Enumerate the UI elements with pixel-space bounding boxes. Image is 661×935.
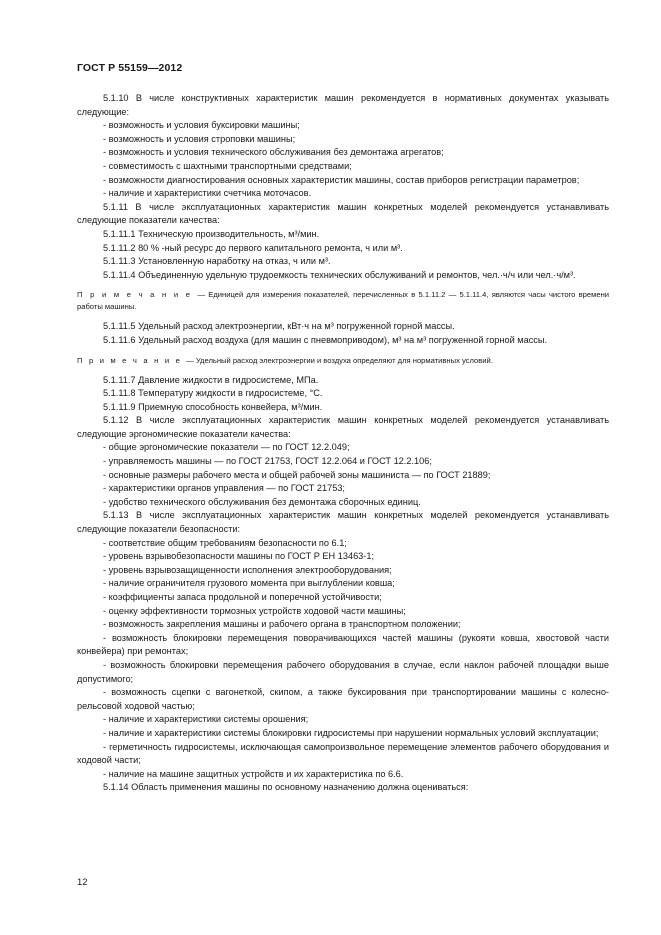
paragraph: 5.1.13 В числе эксплуатационных характеристик машин конкретных моделей рекомендуется устанавливать следующие показатели безопасности: — [77, 510, 609, 535]
list-item: - общие эргономические показатели — по ГОСТ 12.2.049; — [103, 442, 350, 453]
list-item: - возможность блокировки перемещения поворачивающихся частей машины (рукояти ковша, хвостовой части конвейера) при ремонтах; — [77, 632, 609, 657]
paragraph: 5.1.11.5 Удельный расход электроэнергии, кВт·ч на м³ погруженной горной массы. — [103, 321, 455, 332]
list-item: - уровень взрывозащищенности исполнения электрооборудования; — [103, 564, 392, 575]
paragraph: 5.1.11.9 Приемную способность конвейера, м³/мин. — [103, 401, 323, 412]
note-text: — Единицей для измерения показателей, перечисленных в 5.1.11.2 — 5.1.11.4, являются часы чистого времени работы машины. — [77, 290, 610, 312]
list-item: - возможность сцепки с вагонеткой, скипом, а также буксирования при транспортировании машины с колесно-рельсовой ходовой частью; — [77, 687, 609, 711]
list-item: - возможности диагностирования основных характеристик машины, состав приборов регистрации параметров; — [103, 174, 580, 185]
paragraph: 5.1.11.6 Удельный расход воздуха (для машин с пневмоприводом), м³ на м³ погруженной горной массы. — [103, 334, 548, 345]
list-item: - соответствие общим требованиям безопасности по 6.1; — [103, 537, 347, 548]
list-item: - возможность блокировки перемещения рабочего оборудования в случае, если наклон рабочей площадки выше допустимого; — [77, 659, 609, 684]
document-header: ГОСТ Р 55159—2012 — [77, 62, 183, 74]
list-item: - наличие на машине защитных устройств и их характеристика по 6.6. — [103, 768, 404, 779]
list-item: - возможность закрепления машины и рабочего органа в транспортном положении; — [103, 619, 461, 630]
note — [77, 355, 609, 367]
list-item: - наличие и характеристики системы орошения; — [103, 714, 309, 725]
paragraph: 5.1.11.8 Температуру жидкости в гидросистеме, °С. — [103, 388, 323, 399]
note — [77, 289, 609, 313]
list-item: - наличие ограничителя грузового момента при выглублении ковша; — [103, 578, 395, 589]
paragraph: 5.1.10 В числе конструктивных характеристик машин рекомендуется в нормативных документах указывать следующие: — [77, 93, 609, 117]
list-item: - уровень взрывобезопасности машины по ГОСТ Р ЕН 13463-1; — [103, 551, 375, 562]
page-number: 12 — [77, 877, 88, 888]
paragraph: 5.1.11.4 Объединенную удельную трудоемкость технических обслуживаний и ремонтов, чел.·ч/ч или чел.·ч/м³. — [103, 269, 576, 280]
paragraph: 5.1.11.2 80 % -ный ресурс до первого капитального ремонта, ч или м³. — [103, 242, 403, 253]
note-label: П р и м е ч а н и е — [77, 355, 182, 365]
list-item: - коэффициенты запаса продольной и поперечной устойчивости; — [103, 592, 382, 602]
list-item: - возможность и условия технического обслуживания без демонтажа агрегатов; — [103, 147, 444, 158]
list-item: - совместимость с шахтными транспортными средствами; — [103, 160, 352, 171]
note-text: — Удельный расход электроэнергии и воздуха определяют для нормативных условий. — [184, 355, 493, 365]
list-item: - управляемость машины — по ГОСТ 21753, ГОСТ 12.2.064 и ГОСТ 12.2.106; — [103, 456, 432, 467]
paragraph: 5.1.11.1 Техническую производительность, м³/мин. — [103, 228, 320, 239]
list-item: - возможность и условия строповки машины; — [103, 133, 296, 144]
list-item: - удобство технического обслуживания без демонтажа сборочных единиц. — [103, 496, 421, 507]
list-item: - возможность и условия буксировки машины; — [103, 120, 300, 131]
list-item: - наличие и характеристики системы блокировки гидросистемы при нарушении нормальных условий эксплуатации; — [103, 727, 599, 738]
list-item: - герметичность гидросистемы, исключающая самопроизвольное перемещение элементов рабочего оборудования и ходовой части; — [77, 741, 609, 766]
paragraph: 5.1.11 В числе эксплуатационных характеристик машин конкретных моделей рекомендуется устанавливать следующие показатели качества: — [77, 201, 609, 226]
document-body — [77, 92, 609, 795]
note-label: П р и м е ч а н и е — [77, 290, 193, 300]
paragraph: 5.1.14 Область применения машины по основному назначению должна оцениваться: — [103, 782, 469, 793]
list-item: - основные размеры рабочего места и общей рабочей зоны машиниста — по ГОСТ 21889; — [103, 469, 491, 480]
paragraph: 5.1.12 В числе эксплуатационных характеристик машин конкретных моделей рекомендуется устанавливать следующие эргономические показатели качества: — [77, 415, 609, 439]
list-item: - наличие и характеристики счетчика моточасов. — [103, 188, 312, 199]
paragraph: 5.1.11.7 Давление жидкости в гидросистеме, МПа. — [103, 374, 319, 385]
list-item: - оценку эффективности тормозных устройств ходовой части машины; — [103, 605, 406, 616]
list-item: - характеристики органов управления — по ГОСТ 21753; — [103, 483, 345, 494]
paragraph: 5.1.11.3 Установленную наработку на отказ, ч или м³. — [103, 256, 331, 267]
